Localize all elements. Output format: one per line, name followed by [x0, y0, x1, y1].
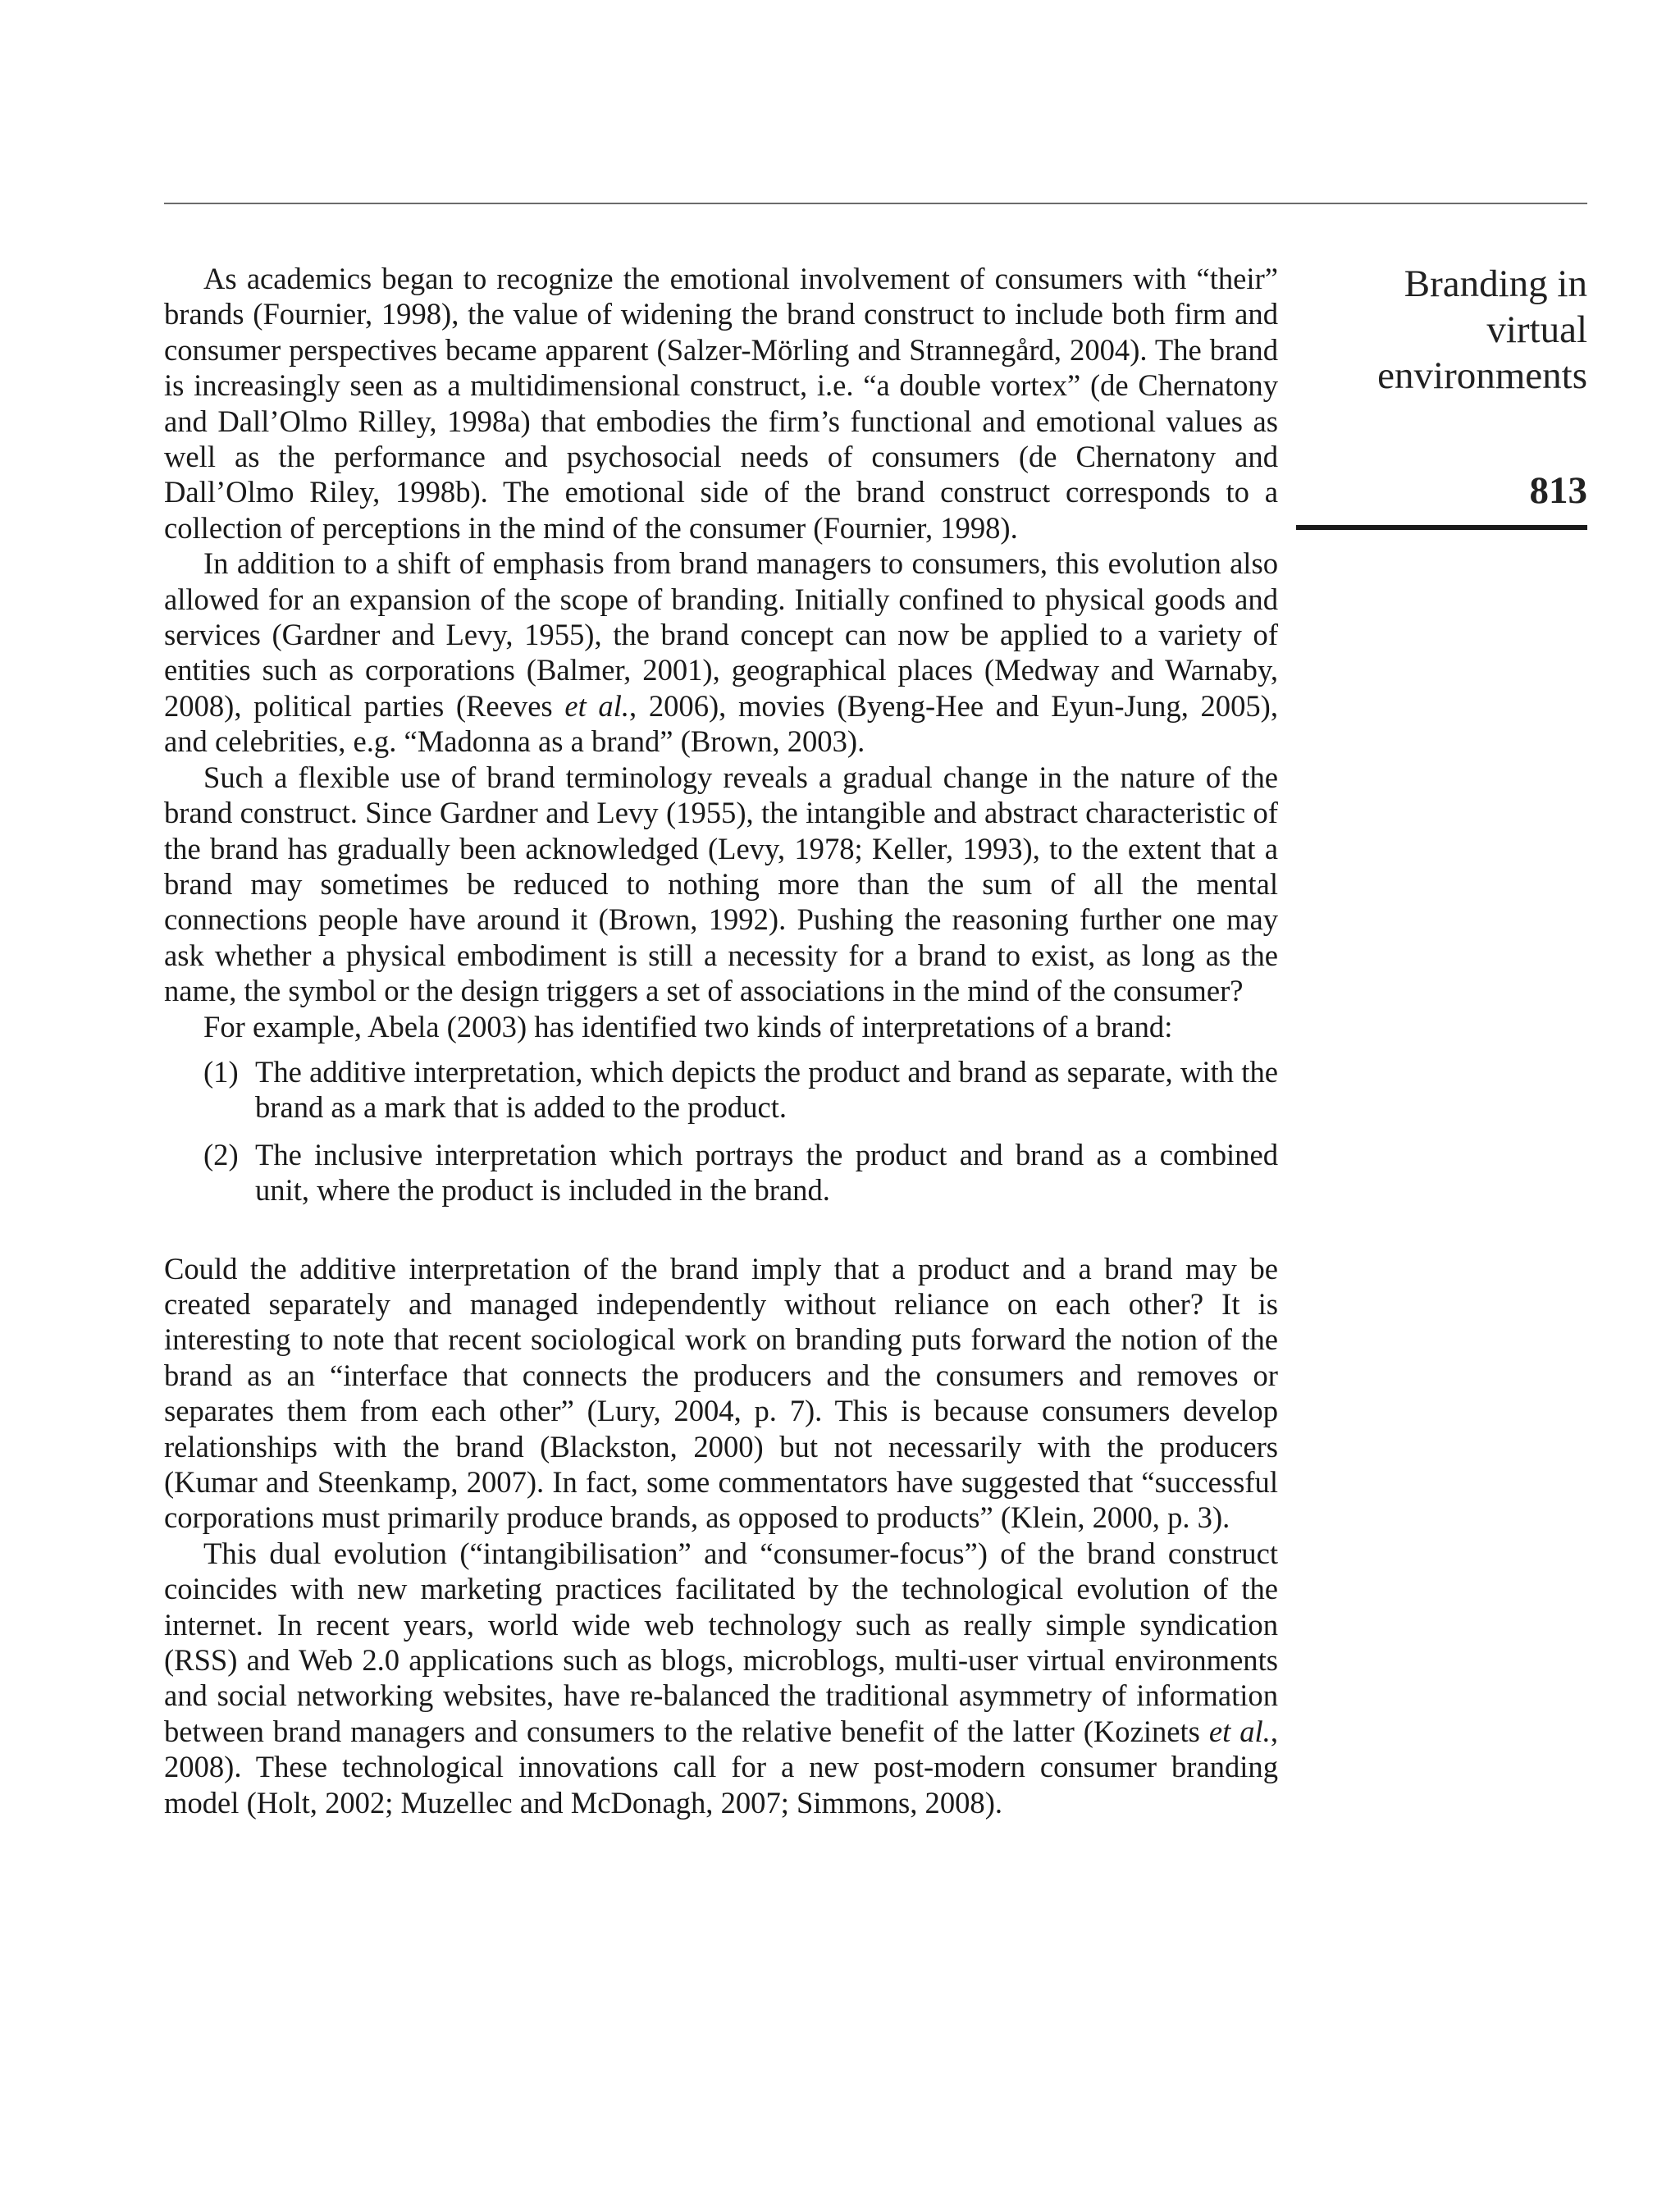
list-item-number: (2): [203, 1137, 239, 1171]
paragraph-3: Such a flexible use of brand terminology reveals a gradual change in the nature of the brand construct. Since Gardner and Levy (1955), the intangible and abstract characteristic of the brand has gradually been acknowledged (Levy, 1978; Keller, 1993), to the extent that a brand may sometimes be reduced to nothing more than the sum of all the mental connections people have around it (Brown, 1992). Pushing the reasoning further one may ask whether a physical embodiment is still a necessity for a brand to exist, as long as the name, the symbol or the design triggers a set of associations in the mind of the consumer?: [164, 760, 1278, 1008]
running-title-line-3: environments: [1377, 354, 1587, 397]
paragraph-4: For example, Abela (2003) has identified two kinds of interpretations of a brand:: [203, 1009, 1173, 1043]
main-text-column: [164, 261, 1278, 1820]
list-item-text: The inclusive interpretation which portrays the product and brand as a combined unit, where the product is included in the brand.: [255, 1137, 1278, 1208]
paragraph-6-italic: et al.: [1208, 1714, 1271, 1748]
list-item-text: The additive interpretation, which depicts the product and brand as separate, with the brand as a mark that is added to the product.: [255, 1054, 1278, 1125]
paragraph-1: As academics began to recognize the emotional involvement of consumers with “their” brands (Fournier, 1998), the value of widening the brand construct to include both firm and consumer perspectives became apparent (Salzer-Mörling and Strannegård, 2004). The brand is increasingly seen as a multidimensional construct, i.e. “a double vortex” (de Chernatony and Dall’Olmo Rilley, 1998a) that embodies the firm’s functional and emotional values as well as the performance and psychosocial needs of consumers (de Chernatony and Dall’Olmo Riley, 1998b). The emotional side of the brand construct corresponds to a collection of perceptions in the mind of the consumer (Fournier, 1998).: [164, 262, 1278, 545]
page-number: 813: [1529, 469, 1587, 512]
interpretations-list: [164, 1054, 1278, 1208]
list-item: [164, 1137, 1278, 1208]
paragraph-2-part-b: , 2006), movies (Byeng-Hee and Eyun-Jung, 2005), and celebrities, e.g. “Madonna as a brand” (Brown, 2003).: [164, 688, 1279, 759]
list-item-number: (1): [203, 1054, 239, 1089]
paragraph-2: [164, 546, 1278, 759]
paragraph-2-part-a: In addition to a shift of emphasis from brand managers to consumers, this evolution also allowed for an expansion of the scope of branding. Initially confined to physical goods and services (Gardner and Levy, 1955), the brand concept can now be applied to a variety of entities such as corporations (Balmer, 2001), geographical places (Medway and Warnaby, 2008), political parties (Reeves: [164, 546, 1278, 723]
paragraph-6-part-b: , 2008). These technological innovations call for a new post-modern consumer branding model (Holt, 2002; Muzellec and McDonagh, 2007; Simmons, 2008).: [164, 1714, 1278, 1820]
paragraph-6-part-a: This dual evolution (“intangibilisation” and “consumer-focus”) of the brand construct coincides with new marketing practices facilitated by the technological evolution of the internet. In recent years, world wide web technology such as really simple syndication (RSS) and Web 2.0 applications such as blogs, microblogs, multi-user virtual environments and social networking websites, have re-balanced the traditional asymmetry of information between brand managers and consumers to the relative benefit of the latter (Kozinets: [164, 1536, 1278, 1748]
list-item: [164, 1054, 1278, 1126]
running-title-line-2: virtual: [1486, 308, 1587, 351]
paragraph-5: Could the additive interpretation of the brand imply that a product and a brand may be created separately and managed independently without reliance on each other? It is interesting to note that recent sociological work on branding puts forward the notion of the brand as an “interface that connects the producers and the consumers and removes or separates them from each other” (Lury, 2004, p. 7). This is because consumers develop relationships with the brand (Blackston, 2000) but not necessarily with the producers (Kumar and Steenkamp, 2007). In fact, some commentators have suggested that “successful corporations must primarily produce brands, as opposed to products” (Klein, 2000, p. 3).: [164, 1251, 1278, 1535]
paragraph-6: [164, 1536, 1278, 1820]
running-title: [1308, 261, 1587, 399]
page-number-rule: [1296, 525, 1587, 530]
header-rule: [164, 203, 1587, 204]
running-title-line-1: Branding in: [1404, 263, 1587, 305]
paragraph-2-italic: et al.: [564, 688, 630, 723]
